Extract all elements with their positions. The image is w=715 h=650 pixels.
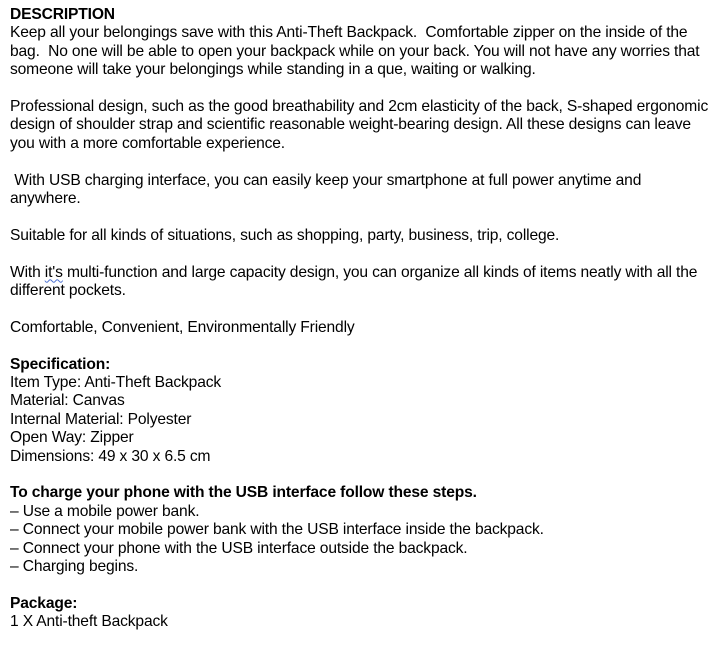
spellcheck-flagged-word: it's (44, 263, 63, 281)
specification-heading: Specification: (10, 355, 111, 373)
charging-step: – Charging begins. (10, 558, 139, 576)
spec-internal-material: Internal Material: Polyester (10, 410, 192, 428)
charging-step: – Use a mobile power bank. (10, 502, 200, 520)
package-item: 1 X Anti-theft Backpack (10, 613, 168, 631)
product-description-document (10, 6, 715, 650)
description-heading: DESCRIPTION (10, 6, 115, 23)
description-paragraph-situations: Suitable for all kinds of situations, such as shopping, party, business, trip, college. (10, 226, 560, 244)
charging-step: – Connect your mobile power bank with the USB interface inside the backpack. (10, 521, 544, 539)
spec-material: Material: Canvas (10, 392, 125, 410)
package-section (10, 595, 715, 632)
charging-step: – Connect your phone with the USB interface outside the backpack. (10, 539, 468, 557)
description-paragraph-usb: With USB charging interface, you can easily keep your smartphone at full power anytime and anywhere. (10, 171, 646, 208)
description-paragraph-multifunction (10, 264, 715, 301)
spec-open-way: Open Way: Zipper (10, 429, 134, 447)
package-heading: Package: (10, 594, 78, 612)
description-paragraph-design: Professional design, such as the good breathability and 2cm elasticity of the back, S-shaped ergonomic design of shoulder strap and scientific reasonable weight-bearing design. All these designs can leave you with a more comfortable experience. (10, 98, 713, 152)
spec-dimensions: Dimensions: 49 x 30 x 6.5 cm (10, 447, 211, 465)
charging-section (10, 484, 715, 576)
description-paragraph-intro: Keep all your belongings save with this Anti-Theft Backpack. Comfortable zipper on the inside of the bag. No one will be able to open your backpack while on your back. You will not have any worries that someone will take your belongings while standing in a que, waiting or walking. (10, 24, 704, 79)
spec-item-type: Item Type: Anti-Theft Backpack (10, 374, 222, 392)
charging-heading: To charge your phone with the USB interface follow these steps. (10, 484, 477, 502)
multifunction-suffix: multi-function and large capacity design, you can organize all kinds of items neatly with all the different pockets. (10, 263, 702, 300)
multifunction-prefix: With (10, 263, 45, 281)
description-tagline: Comfortable, Convenient, Environmentally Friendly (10, 318, 355, 336)
specification-section (10, 356, 715, 466)
